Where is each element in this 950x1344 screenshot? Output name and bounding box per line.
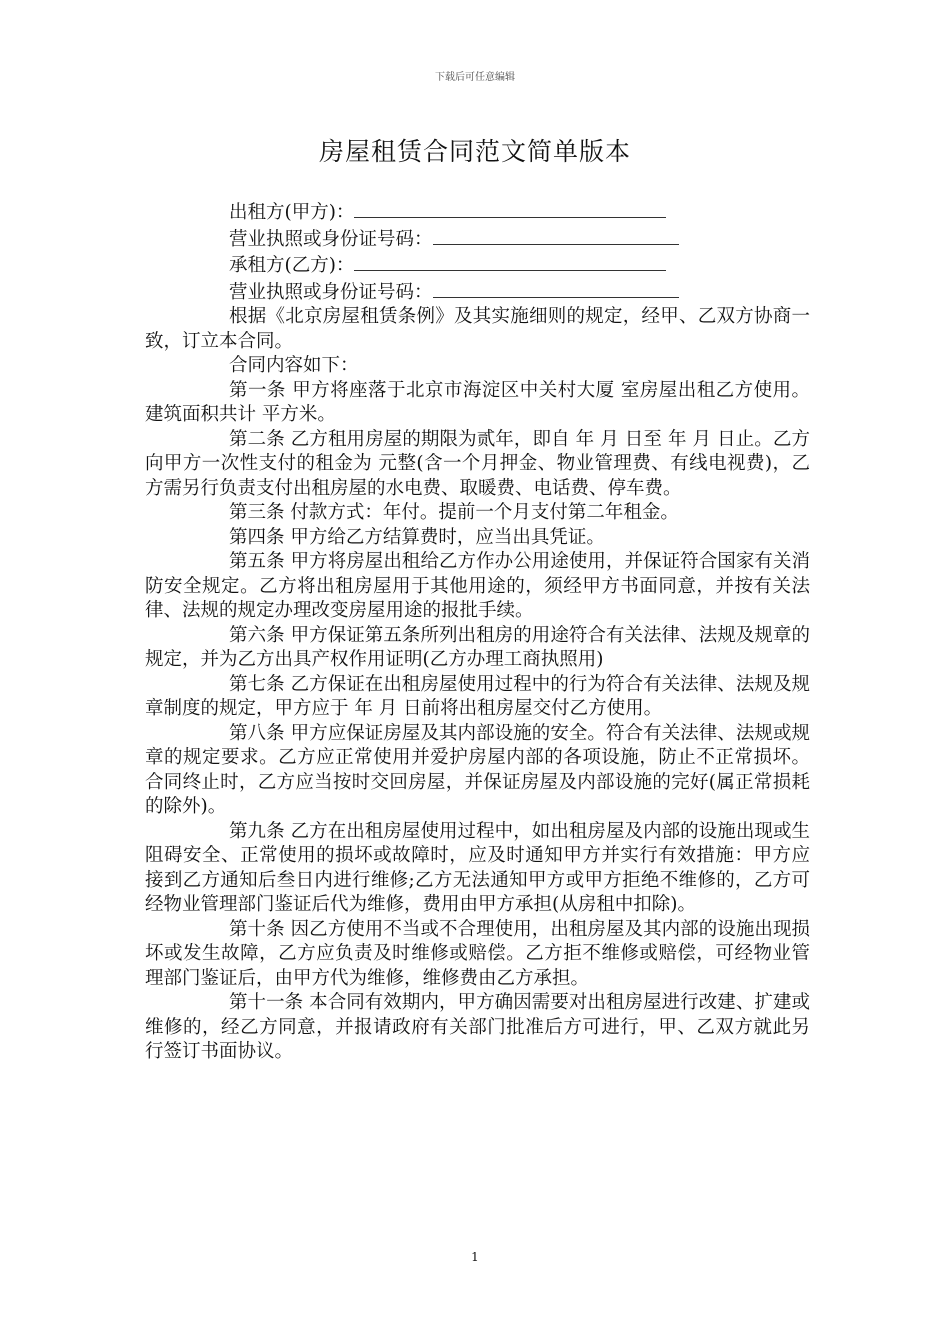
party-lessee-blank[interactable] — [354, 252, 666, 271]
clause-2: 第二条 乙方租用房屋的期限为贰年，即自 年 月 日至 年 月 日止。乙方向甲方一次性支付的租金为 元整(含一个月押金、物业管理费、有线电视费)，乙方需另行负责支付出租房屋的水电费、取暖费、电话费、停车费。 — [145, 428, 810, 499]
party-lessee-label: 承租方(乙方)： — [229, 255, 355, 276]
party-lessor-blank[interactable] — [354, 199, 666, 218]
document-body — [145, 199, 810, 1065]
page-number: 1 — [471, 1250, 479, 1264]
clause-3: 第三条 付款方式：年付。提前一个月支付第二年租金。 — [229, 502, 679, 523]
party-lessor-label: 出租方(甲方)： — [229, 202, 355, 223]
paragraph-contents-intro: 合同内容如下： — [229, 355, 359, 376]
header-note: 下载后可任意编辑 — [435, 72, 515, 83]
party-lessor-line — [145, 199, 810, 226]
party-lessor-id-line — [145, 226, 810, 253]
clause-9: 第九条 乙方在出租房屋使用过程中，如出租房屋及内部的设施出现或生阻碍安全、正常使用的损坏或故障时，应及时通知甲方并实行有效措施：甲方应接到乙方通知后叁日内进行维修;乙方无法通知甲方或甲方拒绝不维修的，乙方可经物业管理部门鉴证后代为维修，费用由甲方承担(从房租中扣除)。 — [145, 820, 810, 915]
party-lessor-id-label: 营业执照或身份证号码： — [229, 228, 433, 250]
clause-10: 第十条 因乙方使用不当或不合理使用，出租房屋及其内部的设施出现损坏或发生故障，乙方应负责及时维修或赔偿。乙方拒不维修或赔偿，可经物业管理部门鉴证后，由甲方代为维修，维修费由乙方承担。 — [145, 918, 810, 989]
party-lessor-id-blank[interactable] — [433, 226, 679, 245]
party-lessee-id-blank[interactable] — [433, 279, 679, 298]
paragraph-preamble: 根据《北京房屋租赁条例》及其实施细则的规定，经甲、乙双方协商一致，订立本合同。 — [145, 306, 810, 352]
party-lessee-line — [145, 252, 810, 279]
clause-7: 第七条 乙方保证在出租房屋使用过程中的行为符合有关法律、法规及规章制度的规定，甲方应于 年 月 日前将出租房屋交付乙方使用。 — [145, 673, 810, 719]
party-lessee-id-line — [145, 279, 810, 306]
clause-8: 第八条 甲方应保证房屋及其内部设施的安全。符合有关法律、法规或规章的规定要求。乙方应正常使用并爱护房屋内部的各项设施，防止不正常损坏。合同终止时，乙方应当按时交回房屋，并保证房屋及内部设施的完好(属正常损耗的除外)。 — [145, 722, 810, 817]
clause-11: 第十一条 本合同有效期内，甲方确因需要对出租房屋进行改建、扩建或维修的，经乙方同意，并报请政府有关部门批准后方可进行，甲、乙双方就此另行签订书面协议。 — [145, 992, 810, 1062]
document-title: 房屋租赁合同范文简单版本 — [318, 137, 631, 166]
clause-1: 第一条 甲方将座落于北京市海淀区中关村大厦 室房屋出租乙方使用。建筑面积共计 平方米。 — [145, 379, 810, 425]
party-lessee-id-label: 营业执照或身份证号码： — [229, 281, 433, 303]
clause-4: 第四条 甲方给乙方结算费时，应当出具凭证。 — [229, 526, 605, 548]
clause-5: 第五条 甲方将房屋出租给乙方作办公用途使用，并保证符合国家有关消防安全规定。乙方将出租房屋用于其他用途的，须经甲方书面同意，并按有关法律、法规的规定办理改变房屋用途的报批手续。 — [145, 551, 810, 621]
clause-6: 第六条 甲方保证第五条所列出租房的用途符合有关法律、法规及规章的规定，并为乙方出具产权作用证明(乙方办理工商执照用) — [145, 624, 810, 670]
